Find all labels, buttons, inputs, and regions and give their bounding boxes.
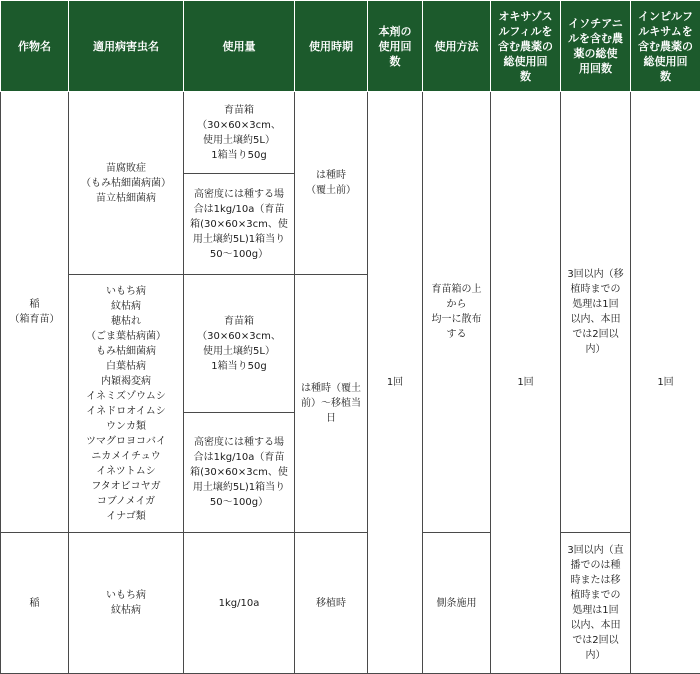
- amount-cell-box-2: 育苗箱 （30×60×3cm、 使用土壌約5L） 1箱当り50g: [184, 275, 295, 413]
- crop-cell-nursery: 稲 （箱育苗）: [1, 92, 69, 533]
- header-pest: 適用病害虫名: [69, 1, 184, 92]
- isotianil-cell-nursery: 3回以内（移 植時までの 処理は1回 以内、本田 では2回以 内）: [561, 92, 631, 533]
- header-oxathiapiprolin-total: オキサゾス ルフィルを 含む農薬の 総使用回 数: [491, 1, 561, 92]
- timing-cell-paddy: 移植時: [295, 533, 368, 674]
- inpyrfluxam-cell: 1回: [631, 92, 700, 674]
- times-cell: 1回: [368, 92, 423, 674]
- amount-cell-dense-2: 高密度には種する場 合は1kg/10a（育苗 箱(30×60×3cm、使 用土壌約5L)1箱当り 50〜100g）: [184, 413, 295, 533]
- header-timing: 使用時期: [295, 1, 368, 92]
- oxathiapiprolin-cell: 1回: [491, 92, 561, 674]
- header-times: 本剤の 使用回 数: [368, 1, 423, 92]
- pest-cell-group2: いもち病 紋枯病 穂枯れ （ごま葉枯病菌） もみ枯細菌病 白葉枯病 内穎褐変病 イネミズゾウムシ イネドロオイムシ ウンカ類 ツマグロヨコバイ ニカメイチュウ イネツトムシ フタオビコヤガ コブノメイガ イナゴ類: [69, 275, 184, 533]
- method-cell-nursery: 育苗箱の上 から 均一に散布 する: [423, 92, 491, 533]
- header-row: [1, 1, 700, 92]
- pest-cell-group1: 苗腐敗症 （もみ枯細菌病菌） 苗立枯細菌病: [69, 92, 184, 275]
- isotianil-cell-paddy: 3回以内（直 播でのは種 時または移 植時までの 処理は1回 以内、本田 では2回以 内）: [561, 533, 631, 674]
- timing-cell-2: は種時（覆土 前）〜移植当 日: [295, 275, 368, 533]
- header-method: 使用方法: [423, 1, 491, 92]
- amount-cell-paddy: 1kg/10a: [184, 533, 295, 674]
- amount-cell-dense-1: 高密度には種する場 合は1kg/10a（育苗 箱(30×60×3cm、使 用土壌約5L)1箱当り 50〜100g）: [184, 174, 295, 275]
- header-amount: 使用量: [184, 1, 295, 92]
- method-cell-paddy: 側条施用: [423, 533, 491, 674]
- crop-cell-paddy: 稲: [1, 533, 69, 674]
- table-row: [1, 533, 700, 674]
- header-isotianil-total: イソチアニ ルを含む農 薬の総使 用回数: [561, 1, 631, 92]
- header-crop: 作物名: [1, 1, 69, 92]
- header-inpyrfluxam-total: インピルフ ルキサムを 含む農薬の 総使用回 数: [631, 1, 700, 92]
- timing-cell-1: は種時 （覆土前）: [295, 92, 368, 275]
- pest-cell-group3: いもち病 紋枯病: [69, 533, 184, 674]
- amount-cell-box-1: 育苗箱 （30×60×3cm、 使用土壌約5L） 1箱当り50g: [184, 92, 295, 174]
- table-row: [1, 92, 700, 174]
